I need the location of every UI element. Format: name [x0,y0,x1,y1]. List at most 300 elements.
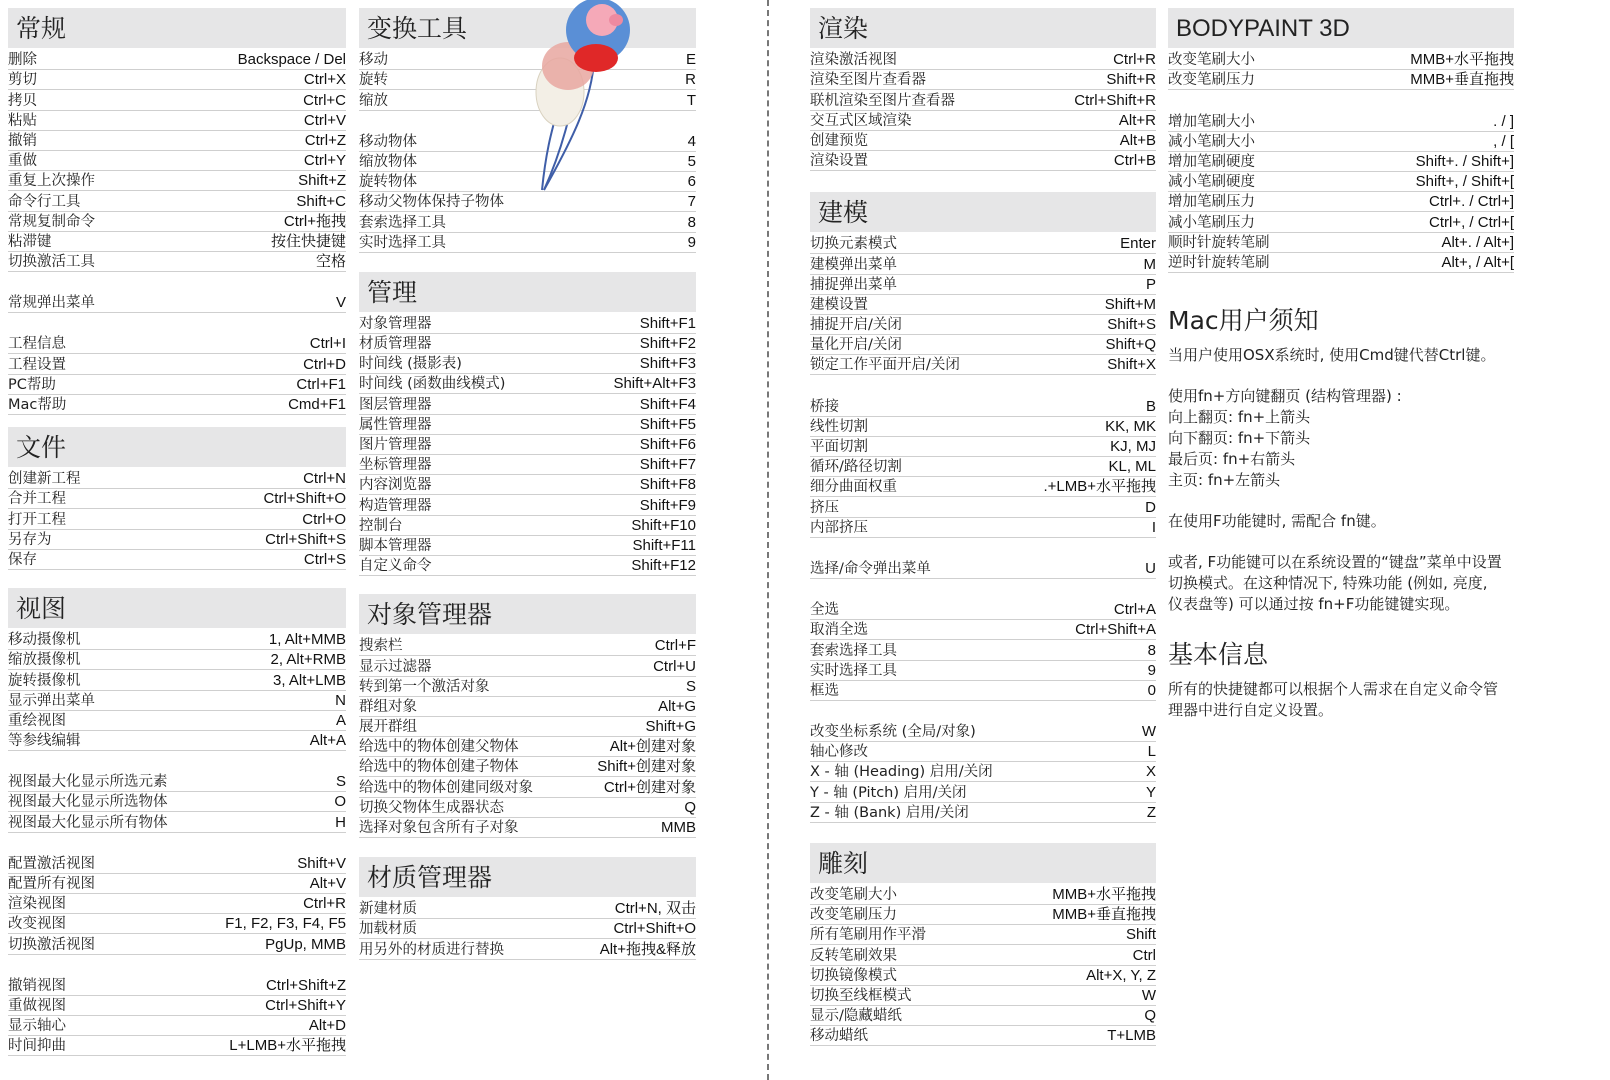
row-spacer [810,701,1156,722]
shortcut-keys: L+LMB+水平拖拽 [229,1037,346,1055]
shortcut-row [8,171,346,191]
shortcut-keys: Ctrl+Shift+Y [265,996,346,1014]
shortcut-keys: Ctrl+O [302,510,346,528]
shortcut-keys: P [1145,275,1156,293]
shortcut-keys: Shift+Alt+F3 [613,375,696,393]
shortcut-action: 挤压 [810,499,839,516]
shortcut-row [810,477,1156,497]
shortcut-keys: 8 [687,213,696,231]
shortcut-action: 顺时针旋转笔刷 [1168,234,1270,251]
row-spacer [8,272,346,293]
shortcut-row [810,986,1156,1006]
shortcut-row [810,945,1156,965]
shortcut-action: 合并工程 [8,491,66,508]
shortcut-keys: Shift+F3 [639,355,696,373]
shortcut-keys: U [1145,559,1156,577]
shortcut-action: 打开工程 [8,511,66,528]
shortcut-row [359,132,696,152]
shortcut-row [359,757,696,777]
shortcut-action: 实时选择工具 [359,234,446,251]
shortcut-keys: Shift+F10 [631,516,696,534]
shortcut-action: 脚本管理器 [359,537,432,554]
shortcut-row [810,295,1156,315]
shortcut-row [810,681,1156,701]
shortcut-action: 切换激活视图 [8,936,95,953]
shortcut-action: 加载材质 [359,921,417,938]
shortcut-keys: 5 [687,152,696,170]
pig-snout-icon [609,14,623,26]
shortcut-keys: Shift+R [1106,71,1156,89]
shortcut-row [8,252,346,272]
shortcut-row [359,656,696,676]
shortcut-row [359,818,696,838]
shortcut-action: 属性管理器 [359,416,432,433]
shortcut-action: 常规弹出菜单 [8,295,95,312]
shortcut-action: 保存 [8,551,37,568]
shortcut-keys: PgUp, MMB [265,935,346,953]
shortcut-row [1168,70,1514,90]
row-spacer [1168,90,1514,111]
shortcut-action: 移动物体 [359,133,417,150]
shortcut-action: 套索选择工具 [810,642,897,659]
shortcut-row [359,677,696,697]
shortcut-row [8,131,346,151]
shortcut-keys: L [1147,743,1156,761]
shortcut-row [359,495,696,515]
row-spacer [8,751,346,772]
shortcut-row [810,762,1156,782]
shortcut-row [8,111,346,131]
shortcut-keys: Ctrl+拖拽 [283,212,346,230]
shortcut-row [8,375,346,395]
shortcut-action: 渲染设置 [810,153,868,170]
shortcut-action: 改变视图 [8,916,66,933]
shortcut-keys: W [1141,723,1156,741]
shortcut-action: 渲染视图 [8,896,66,913]
shortcut-keys: MMB+水平拖拽 [1052,886,1156,903]
shortcut-keys: Shift+Z [298,172,346,190]
shortcut-row [359,90,696,110]
shortcut-action: 旋转物体 [359,174,417,191]
shortcut-action: 时间线 (函数曲线模式) [359,376,506,393]
shortcut-keys: MMB [661,819,696,836]
shortcut-row [8,772,346,792]
pig-body-icon [574,44,618,72]
row-spacer [8,833,346,854]
shortcut-action: 视图最大化显示所有物体 [8,814,168,831]
shortcut-keys: I [1151,518,1156,536]
shortcut-keys: Ctrl+S [303,550,346,568]
shortcut-row [8,550,346,570]
shortcut-keys: N [335,691,346,709]
shortcut-keys: T+LMB [1107,1027,1156,1045]
shortcut-action: 视图最大化显示所选物体 [8,794,168,811]
shortcut-row [359,314,696,334]
shortcut-action: 减小笔刷大小 [1168,133,1255,150]
shortcut-action: 图层管理器 [359,396,432,413]
shortcut-action: 群组对象 [359,698,417,715]
shortcut-keys: Shift+F8 [639,476,696,494]
shortcut-row [8,976,346,996]
shortcut-row [810,620,1156,640]
shortcut-keys: .+LMB+水平拖拽 [1043,478,1156,496]
section-bodypaint [1168,8,1514,273]
shortcut-row [810,355,1156,375]
shortcut-row [810,437,1156,457]
shortcut-keys: Y [1145,783,1156,801]
shortcut-action: 另存为 [8,531,52,548]
shortcut-keys: Ctrl+N, 双击 [614,900,696,918]
shortcut-action: 改变坐标系统 (全局/对象) [810,724,976,741]
shortcut-row [810,335,1156,355]
shortcut-action: 显示弹出菜单 [8,692,95,709]
section-title: 对象管理器 [359,594,696,634]
shortcut-row [810,70,1156,90]
shortcut-keys: Alt+R [1118,111,1156,129]
shortcut-row [810,90,1156,110]
shortcut-action: 切换元素模式 [810,236,897,253]
note-line: 向下翻页: fn+下箭头 [1168,428,1311,447]
note-line: 主页: fn+左箭头 [1168,470,1281,489]
shortcut-action: 渲染至图片查看器 [810,72,926,89]
shortcut-row [810,50,1156,70]
shortcut-row [359,737,696,757]
shortcut-row [810,600,1156,620]
shortcut-row [810,559,1156,579]
shortcut-action: 工程信息 [8,336,66,353]
shortcut-keys: 9 [1147,661,1156,679]
shortcut-action: 轴心修改 [810,744,868,761]
shortcut-keys: Shift+F11 [632,536,696,554]
shortcut-keys: 2, Alt+RMB [270,651,346,669]
shortcut-row [8,212,346,232]
shortcut-keys: O [334,793,346,811]
shortcut-action: 切换至线框模式 [810,987,912,1004]
shortcut-row [810,885,1156,905]
shortcut-keys: KJ, MJ [1110,438,1156,455]
section-modeling [810,192,1156,823]
shortcut-row [8,874,346,894]
shortcut-keys: Shift+M [1104,295,1156,313]
shortcut-row [8,509,346,529]
shortcut-keys: Shift+Q [1105,336,1156,354]
basic-info-paragraph: 所有的快捷键都可以根据个人需求在自定义命令管理器中进行自定义设置。 [1168,679,1499,719]
shortcut-keys: Shift+F6 [639,436,696,453]
shortcut-action: 图片管理器 [359,437,432,453]
shortcut-keys: B [1145,397,1156,415]
shortcut-keys: Alt+V [309,875,346,892]
shortcut-action: 框选 [810,682,839,699]
shortcut-keys: Ctrl+X [303,71,346,89]
shortcut-action: 全选 [810,602,839,619]
shortcut-row [1168,233,1514,253]
shortcut-action: 给选中的物体创建父物体 [359,739,519,756]
shortcut-row [8,489,346,509]
shortcut-keys: Z [1146,803,1156,821]
shortcut-row [359,172,696,192]
section-view [8,588,346,1056]
shortcut-row [810,905,1156,925]
shortcut-action: 移动 [359,52,388,69]
section-title: 渲染 [810,8,1156,48]
shortcut-action: 实时选择工具 [810,662,897,679]
shortcut-row [1168,152,1514,172]
shortcut-keys: Q [1144,1007,1156,1025]
shortcut-row [1168,253,1514,273]
shortcut-action: 选择对象包含所有子对象 [359,820,519,836]
shortcut-action: 移动摄像机 [8,632,81,649]
shortcut-action: 增加笔刷压力 [1168,194,1255,211]
note-line: 使用fn+方向键翻页 (结构管理器) : [1168,386,1402,405]
shortcut-row [1168,50,1514,70]
column-1 [8,8,346,1056]
row-spacer [810,579,1156,600]
shortcut-action: X - 轴 (Heading) 启用/关闭 [810,764,993,781]
shortcut-keys: MMB+水平拖拽 [1410,51,1514,69]
shortcut-action: 重绘视图 [8,712,66,729]
shortcut-action: 捕捉弹出菜单 [810,276,897,293]
shortcut-action: 改变笔刷大小 [1168,52,1255,69]
shortcut-action: 撤销 [8,132,37,149]
shortcut-keys: KK, MK [1105,417,1156,435]
shortcut-action: 撤销视图 [8,977,66,994]
shortcut-action: 材质管理器 [359,336,432,353]
shortcut-keys: Shift+C [296,192,346,210]
shortcut-row [359,233,696,253]
section-title: 文件 [8,427,346,467]
shortcut-keys: Ctrl+F1 [296,375,346,393]
shortcut-row [1168,111,1514,131]
shortcut-keys: Ctrl+Y [303,152,346,170]
shortcut-row [8,670,346,690]
shortcut-keys: Shift+F1 [639,314,696,332]
shortcut-keys: S [335,773,346,791]
shortcut-action: 移动父物体保持子物体 [359,194,504,211]
shortcut-keys: Alt+拖拽&释放 [599,940,696,958]
shortcut-keys: 空格 [315,253,346,271]
shortcut-row [8,530,346,550]
shortcut-keys: Alt+G [658,697,696,715]
shortcut-action: 重复上次操作 [8,173,95,190]
shortcut-keys: Ctrl+C [303,91,346,109]
shortcut-row [359,516,696,536]
shortcut-action: Mac帮助 [8,397,67,413]
shortcut-row [359,717,696,737]
shortcut-list [810,885,1156,1047]
shortcut-action: 改变笔刷压力 [1168,72,1255,89]
shortcut-keys: Ctrl+R [303,895,346,913]
shortcut-action: 增加笔刷大小 [1168,113,1255,130]
row-spacer [8,955,346,976]
shortcut-row [359,192,696,212]
shortcut-keys: Shift+F9 [639,496,696,514]
shortcut-keys: 3, Alt+LMB [273,671,346,689]
shortcut-row [8,894,346,914]
shortcut-keys: Shift+X [1107,356,1156,374]
shortcut-keys: R [685,71,696,89]
mac-notes-paragraph: 或者, F功能键可以在系统设置的“键盘”菜单中设置切换模式。在这种情况下, 特殊功能 (例如, 亮度, 仪表盘等) 可以通过按 fn+F功能键键实现。 [1168,552,1502,613]
shortcut-keys: Ctrl+Shift+S [265,530,346,548]
shortcut-action: 控制台 [359,517,403,534]
shortcut-keys: D [1145,498,1156,516]
shortcut-row [810,925,1156,945]
shortcut-action: 平面切割 [810,439,868,455]
shortcut-action: 反转笔刷效果 [810,947,897,964]
shortcut-action: 坐标管理器 [359,457,432,474]
shortcut-action: 建模弹出菜单 [810,256,897,273]
shortcut-list [8,469,346,570]
shortcut-row [810,1026,1156,1046]
shortcut-row [359,334,696,354]
shortcut-keys: Enter [1120,235,1156,253]
shortcut-row [359,374,696,394]
shortcut-row [8,334,346,354]
shortcut-keys: Ctrl+Shift+O [613,920,696,938]
shortcut-action: 给选中的物体创建同级对象 [359,779,533,796]
shortcut-keys: Cmd+F1 [288,396,346,413]
shortcut-action: 切换激活工具 [8,254,95,271]
shortcut-list [359,50,696,253]
mac-notes-paging [1168,386,1514,491]
shortcut-action: 套索选择工具 [359,214,446,231]
shortcut-action: 线性切割 [810,418,868,435]
row-spacer [359,111,696,132]
shortcut-action: 重做视图 [8,997,66,1014]
shortcut-row [810,497,1156,517]
shortcut-keys: Alt+D [308,1017,346,1035]
shortcut-list [1168,50,1514,273]
page-fold-divider [767,0,769,1080]
column-3 [810,8,1156,1046]
shortcut-list [359,899,696,960]
shortcut-row [1168,192,1514,212]
section-sculpt [810,843,1156,1047]
shortcut-action: Y - 轴 (Pitch) 启用/关闭 [810,784,967,801]
shortcut-action: 配置所有视图 [8,876,95,892]
shortcut-action: 粘贴 [8,112,37,129]
shortcut-row [810,782,1156,802]
column-2 [359,8,696,960]
shortcut-row [8,50,346,70]
shortcut-action: 改变笔刷压力 [810,907,897,924]
section-title: BODYPAINT 3D [1168,8,1514,48]
shortcut-row [359,435,696,455]
shortcut-list [810,234,1156,823]
shortcut-action: 所有笔刷用作平滑 [810,927,926,944]
shortcut-action: 缩放摄像机 [8,652,81,669]
shortcut-row [359,536,696,556]
shortcut-keys: Ctrl+Shift+A [1075,621,1156,639]
shortcut-keys: Ctrl+V [303,111,346,129]
shortcut-keys: Shift+S [1107,316,1156,334]
shortcut-keys: Shift+G [645,718,696,736]
shortcut-action: 创建预览 [810,132,868,149]
section-render [810,8,1156,171]
shortcut-keys: . / ] [1493,112,1514,130]
shortcut-action: 转到第一个激活对象 [359,678,490,695]
shortcut-keys: Ctrl+Z [304,131,346,149]
shortcut-keys: MMB+垂直拖拽 [1052,906,1156,924]
shortcut-row [810,234,1156,254]
shortcut-keys: Shift+, / Shift+[ [1415,173,1514,191]
shortcut-keys: Alt+创建对象 [609,738,696,756]
shortcut-list [359,314,696,576]
shortcut-action: 切换镜像模式 [810,967,897,984]
shortcut-keys: Shift+创建对象 [597,758,696,776]
shortcut-action: 桥接 [810,398,839,415]
shortcut-keys: 按住快捷键 [270,232,346,250]
shortcut-row [810,966,1156,986]
shortcut-row [810,417,1156,437]
section-object-manager [359,594,696,838]
shortcut-action: 移动蜡纸 [810,1028,868,1045]
shortcut-keys: M [1143,255,1156,273]
shortcut-action: PC帮助 [8,376,56,393]
shortcut-keys: Ctrl+U [653,657,696,675]
shortcut-row [810,131,1156,151]
shortcut-keys: Shift+F2 [639,335,696,353]
shortcut-action: 取消全选 [810,622,868,639]
shortcut-row [8,731,346,751]
shortcut-row [359,899,696,919]
shortcut-keys: Shift+F5 [639,415,696,433]
shortcut-keys: Ctrl+R [1113,51,1156,69]
shortcut-row [359,354,696,374]
shortcut-row [359,455,696,475]
shortcut-row [359,475,696,495]
shortcut-keys: A [335,711,346,729]
shortcut-keys: Alt+. / Alt+] [1441,233,1514,251]
shortcut-keys: Shift [1125,926,1156,944]
section-title: 视图 [8,588,346,628]
shortcut-keys: Ctrl+I [309,335,346,353]
row-spacer [8,313,346,334]
shortcut-action: 内部挤压 [810,519,868,536]
section-manage [359,272,696,576]
shortcut-action: 旋转摄像机 [8,672,81,689]
shortcut-row [359,919,696,939]
shortcut-keys: Ctrl+Shift+R [1074,91,1156,109]
section-material-manager [359,857,696,960]
shortcut-action: 捕捉开启/关闭 [810,317,902,334]
shortcut-row [1168,212,1514,232]
shortcut-keys: T [686,91,696,109]
shortcut-list [8,50,346,415]
shortcut-keys: S [685,677,696,695]
section-title: 变换工具 [359,8,696,48]
shortcut-keys: Ctrl+D [303,355,346,373]
shortcut-keys: 7 [687,193,696,211]
shortcut-action: 时间抑曲 [8,1038,66,1055]
balloon-illustration [532,0,642,200]
section-title: 雕刻 [810,843,1156,883]
shortcut-keys: X [1145,763,1156,781]
shortcut-keys: Ctrl+Shift+Z [265,976,346,994]
shortcut-action: 粘滞键 [8,233,52,250]
shortcut-row [810,742,1156,762]
basic-info-title: 基本信息 [1168,639,1269,669]
shortcut-keys: 6 [687,173,696,191]
shortcut-row [359,212,696,232]
shortcut-keys: Ctrl+. / Ctrl+] [1428,193,1514,211]
shortcut-keys: Ctrl+B [1113,152,1156,170]
shortcut-row [810,254,1156,274]
shortcut-row [8,934,346,954]
section-general [8,8,346,415]
mac-notes-title: Mac用户须知 [1168,305,1319,335]
shortcut-action: 创建新工程 [8,471,81,488]
shortcut-action: 旋转 [359,72,388,89]
